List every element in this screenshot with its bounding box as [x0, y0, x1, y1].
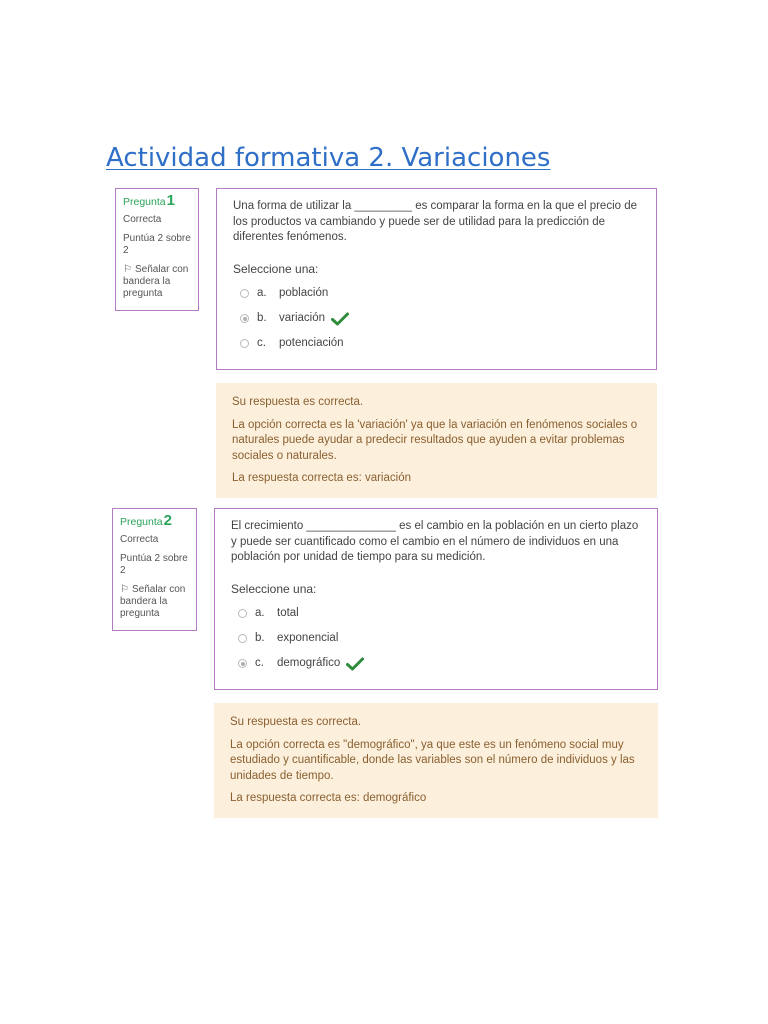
feedback-box-2 [214, 703, 658, 818]
option-letter: a. [257, 286, 267, 299]
answer-option-a[interactable] [231, 601, 643, 626]
option-letter: b. [255, 631, 265, 644]
answer-option-c[interactable] [233, 331, 642, 356]
answer-option-c[interactable] [231, 651, 643, 676]
flag-icon: ⚐ [123, 264, 132, 275]
question-text: El crecimiento ______________ es el cambio en la población en un cierto plazo y puede ser cuantificado como el cambio en el número de individuos en una población por unidad de tiempo para su medición. [231, 520, 639, 563]
answer-options [231, 601, 643, 676]
feedback-right-answer: La respuesta correcta es: demográfico [230, 792, 427, 804]
radio-button-selected[interactable] [238, 659, 247, 668]
option-label: exponencial [277, 631, 339, 644]
feedback-box-1 [216, 383, 657, 498]
answer-option-a[interactable] [233, 281, 642, 306]
option-letter: c. [257, 336, 266, 349]
feedback-explanation: La opción correcta es la 'variación' ya que la variación en fenómenos sociales o naturales puede ayudar a predecir resultados que ayuden a evitar problemas sociales o naturales. [232, 418, 638, 462]
radio-button[interactable] [240, 339, 249, 348]
flag-icon: ⚐ [120, 584, 129, 595]
flag-question-link[interactable]: ⚐ Señalar con bandera la pregunta [120, 584, 186, 619]
feedback-status: Su respuesta es correcta. [232, 396, 364, 408]
flag-question-link[interactable]: ⚐ Señalar con bandera la pregunta [123, 264, 189, 299]
select-prompt: Seleccione una: [233, 261, 319, 276]
option-label: potenciación [279, 336, 344, 349]
page-title[interactable]: Actividad formativa 2. Variaciones [106, 143, 551, 173]
question-box-2 [214, 508, 658, 690]
feedback-status: Su respuesta es correcta. [230, 716, 362, 728]
feedback-explanation: La opción correcta es "demográfico", ya que este es un fenómeno social muy estudiado y cuantificable, donde las variables son el número de individuos y las unidades de tiempo. [230, 738, 635, 782]
radio-button-selected[interactable] [240, 314, 249, 323]
checkmark-icon [331, 312, 349, 326]
answer-options [233, 281, 642, 356]
question-number: Pregunta2 [120, 512, 172, 529]
question-grade: Puntúa 2 sobre 2 [120, 553, 188, 576]
option-label: total [277, 606, 299, 619]
question-info-2 [112, 508, 197, 631]
select-prompt: Seleccione una: [231, 581, 317, 596]
question-state: Correcta [123, 214, 162, 225]
question-box-1 [216, 188, 657, 370]
question-info-1 [115, 188, 199, 311]
answer-option-b[interactable] [233, 306, 642, 331]
option-label: demográfico [277, 656, 341, 669]
feedback-right-answer: La respuesta correcta es: variación [232, 472, 411, 484]
option-label: variación [279, 311, 326, 324]
checkmark-icon [346, 657, 364, 671]
question-grade: Puntúa 2 sobre 2 [123, 233, 191, 256]
question-state: Correcta [120, 534, 159, 545]
answer-option-b[interactable] [231, 626, 643, 651]
option-letter: c. [255, 656, 264, 669]
radio-button[interactable] [238, 634, 247, 643]
radio-button[interactable] [240, 289, 249, 298]
option-label: población [279, 286, 329, 299]
radio-button[interactable] [238, 609, 247, 618]
question-number: Pregunta1 [123, 192, 175, 209]
option-letter: b. [257, 311, 267, 324]
question-text: Una forma de utilizar la _________ es comparar la forma en la que el precio de los productos va cambiando y puede ser de utilidad para la predicción de diferentes fenómenos. [233, 200, 638, 243]
option-letter: a. [255, 606, 265, 619]
